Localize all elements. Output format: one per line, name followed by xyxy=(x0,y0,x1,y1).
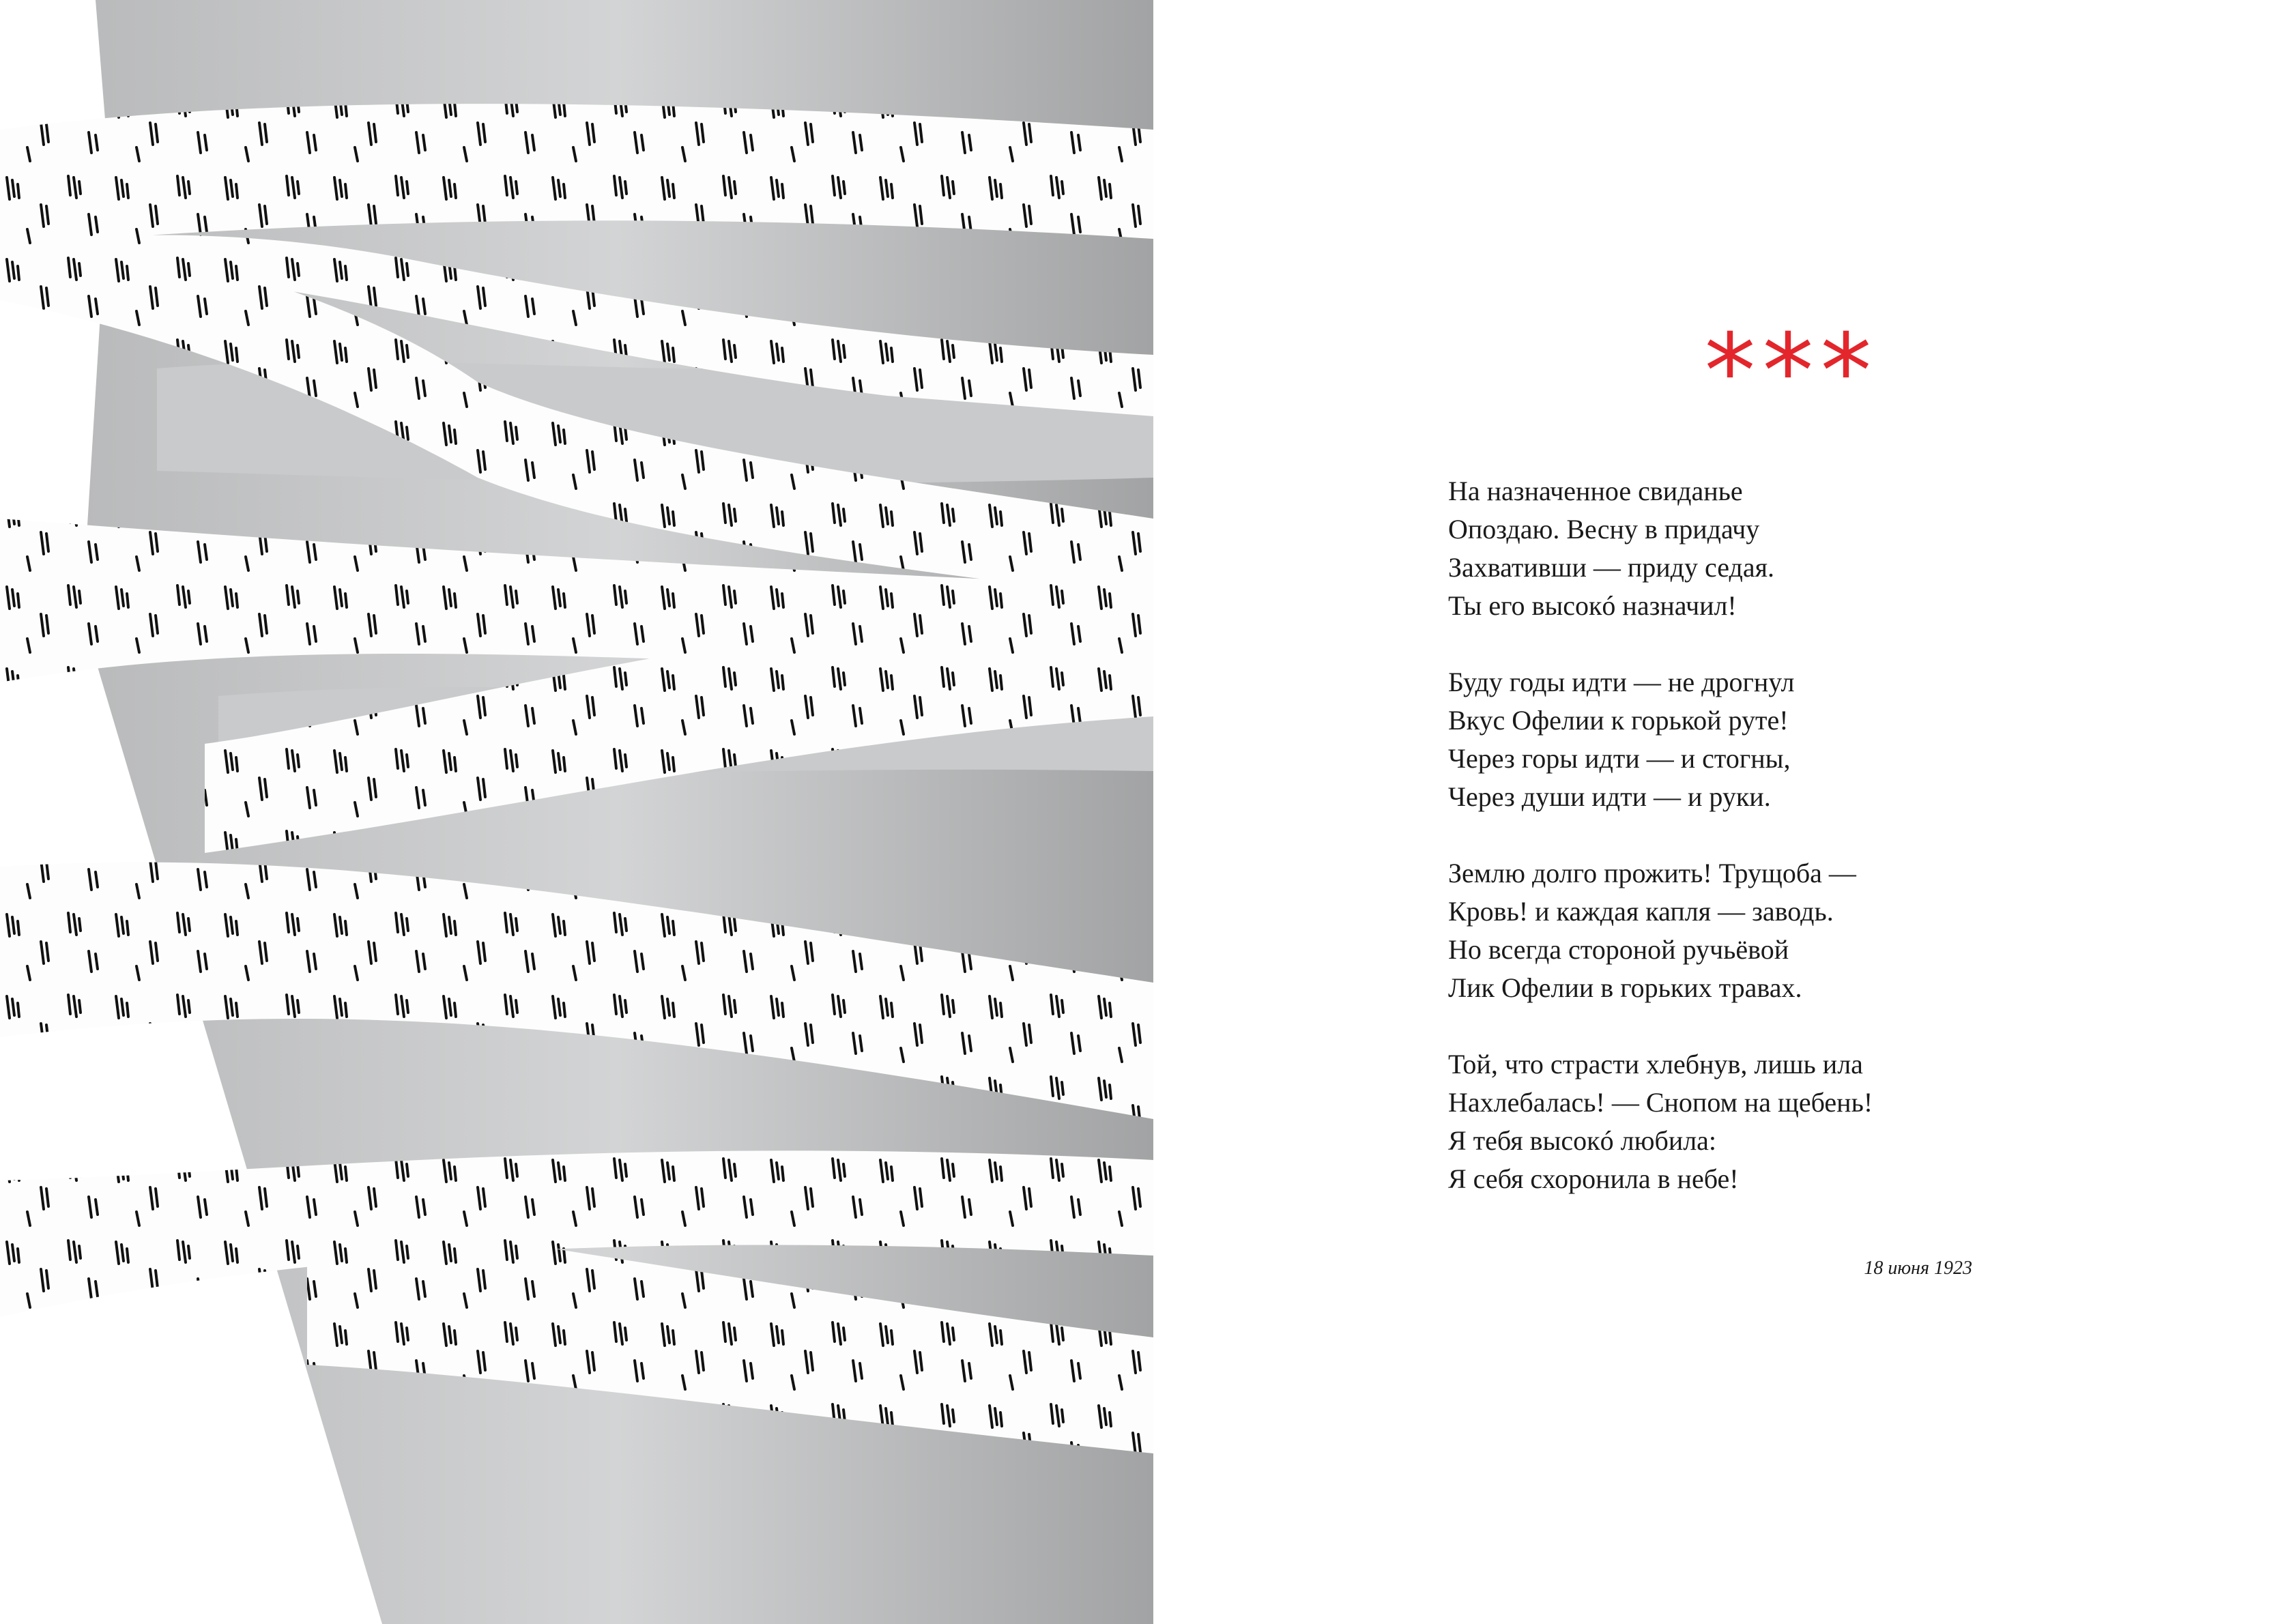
poem-line: Через горы идти — и стогны, xyxy=(1448,743,1791,774)
poem-line: Но всегда стороной ручьёвой xyxy=(1448,934,1789,965)
stanza-3 xyxy=(1448,854,1873,1007)
poem-heading: *** xyxy=(1704,313,1879,431)
poem-line: Ты его высокó назначил! xyxy=(1448,590,1737,621)
poem-line: Буду годы идти — не дрогнул xyxy=(1448,667,1795,697)
poem-line: Я себя схоронила в небе! xyxy=(1448,1163,1739,1194)
poem-line: Захвативши — приду седая. xyxy=(1448,552,1774,583)
stanza-2 xyxy=(1448,663,1873,816)
poem-line: На назначенное свиданье xyxy=(1448,476,1743,506)
poem-line: Вкус Офелии к горькой руте! xyxy=(1448,705,1789,736)
poem-body xyxy=(1448,472,1873,1236)
poem-line: Через души идти — и руки. xyxy=(1448,781,1771,812)
poem-line: Кровь! и каждая капля — заводь. xyxy=(1448,896,1834,927)
poem-line: Землю долго прожить! Трущоба — xyxy=(1448,858,1856,888)
poem-line: Нахлебалась! — Снопом на щебень! xyxy=(1448,1087,1873,1118)
poem-line: Лик Офелии в горьких травах. xyxy=(1448,972,1802,1003)
stanza-4 xyxy=(1448,1045,1873,1198)
poem-page xyxy=(1153,0,2293,1624)
poem-line: Опоздаю. Весну в придачу xyxy=(1448,514,1760,545)
stanza-1 xyxy=(1448,472,1873,625)
poem-line: Той, что страсти хлебнув, лишь ила xyxy=(1448,1049,1863,1079)
poem-line: Я тебя высокó любила: xyxy=(1448,1125,1717,1156)
poem-date: 18 июня 1923 xyxy=(1864,1258,1972,1279)
